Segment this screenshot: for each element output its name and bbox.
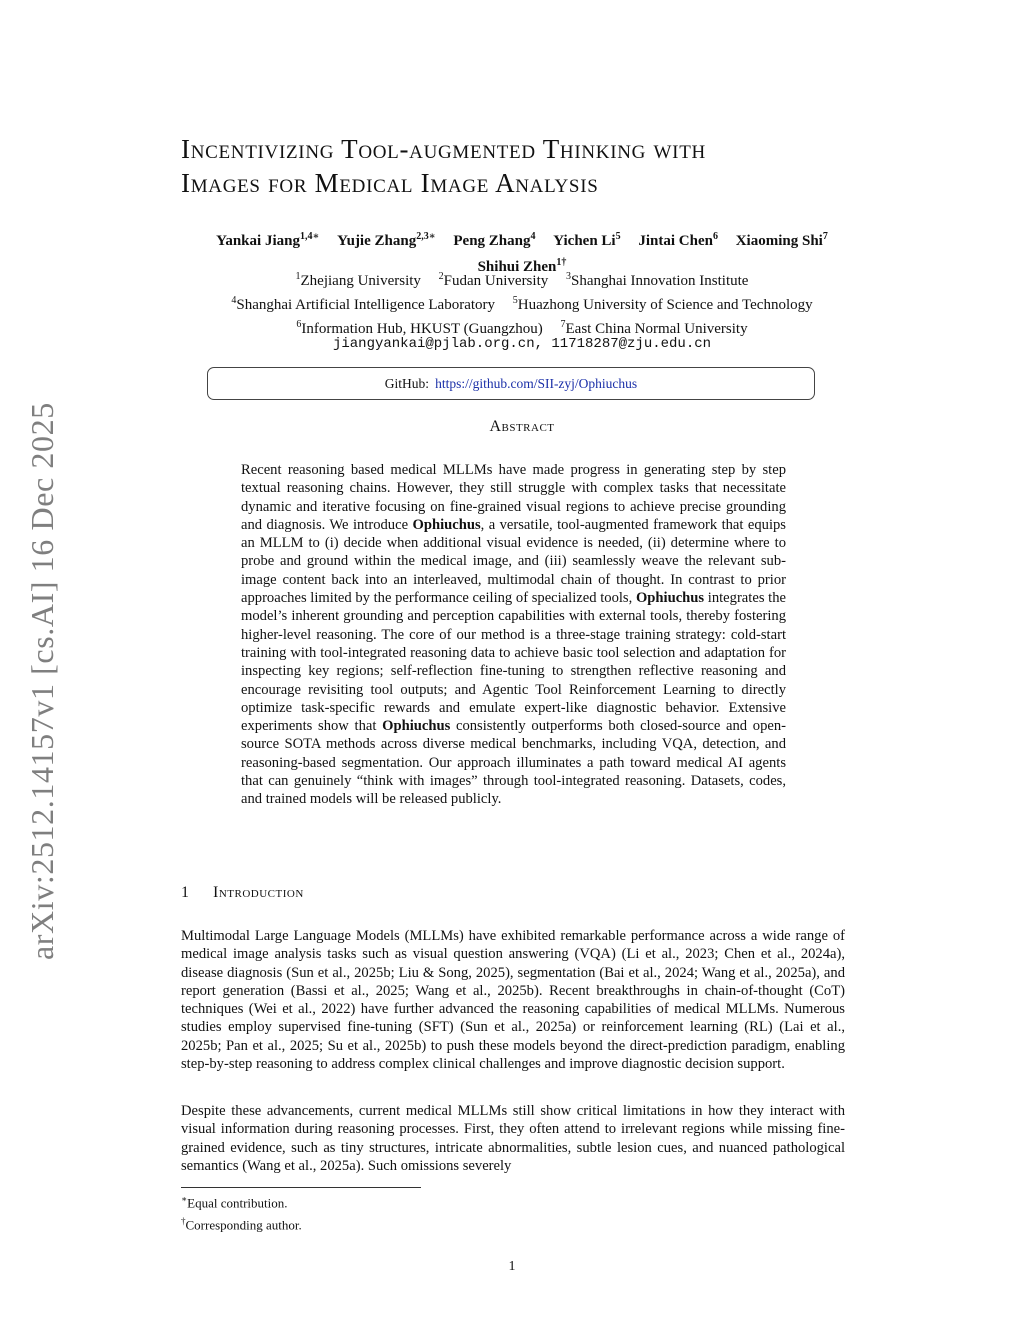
affiliation: $^5$Huazhong University of Science and Technology (512, 295, 813, 313)
footnote-divider (181, 1187, 421, 1188)
abstract-body (241, 461, 786, 809)
abstract-method-name: Ophiuchus (635, 590, 705, 607)
author-emails: jiangyankai@pjlab.org.cn, 11718287@zju.edu.cn (332, 336, 712, 352)
abstract-method-name: Ophiuchus (412, 516, 481, 533)
abstract-method-name: Ophiuchus (382, 718, 451, 735)
abstract-text: , a versatile, tool-augmented framework that equips an MLLM to (i) decide when additional visual evidence is needed, (ii) determine where to probe and ground within the medical image, and (iii) seamlessly weave the relevant sub-image content back into an interleaved, multimodal chain of thought. In contrast to prior approaches limited by the performance ceiling of specialized tools, (241, 516, 786, 607)
title-line-1: Incentivizing Tool-augmented Thinking with (181, 134, 706, 164)
body-paragraph: Multimodal Large Language Models (MLLMs) have exhibited remarkable performance across a wide range of medical image analysis tasks such as visual question answering (VQA) (Li et al., 2023; Chen et al., 2024a), disease diagnosis (Sun et al., 2025b; Liu & Song, 2025), segmentation (Bai et al., 2024; Wang et al., 2025a), and report generation (Bassi et al., 2025; Wang et al., 2025b). Recent breakthroughs in chain-of-thought (CoT) techniques (Wei et al., 2022) have further advanced the reasoning capabilities of medical MLLMs. Numerous studies employ supervised fine-tuning (SFT) (Sun et al., 2025a) or reinforcement learning (RL) (Lai et al., 2025b; Pan et al., 2025; Su et al., 2025b) to push these models beyond the direct-prediction paradigm, enabling step-by-step reasoning to address complex clinical challenges and improve diagnostic decision support. (181, 928, 845, 1073)
paper-title (181, 132, 881, 200)
author: Shihui Zhen$^{1\dagger}$ (477, 257, 567, 275)
section-title: Introduction (213, 884, 304, 901)
github-link[interactable]: https://github.com/SII-zyj/Ophiuchus (435, 376, 638, 391)
abstract-text: consistently outperforms both closed-source and open-source SOTA methods across diverse medical benchmarks, including VQA, detection, and reasoning-based segmentation. Our approach illuminates a path toward medical AI agents that can genuinely “think with images” through tool-integrated reasoning. Datasets, codes, and trained models will be released publicly. (241, 718, 786, 808)
section-number: 1 (181, 884, 190, 901)
footnote: ∗Equal contribution. (181, 1194, 288, 1211)
affiliation: $^1$Zhejiang University (295, 271, 421, 289)
author: Yujie Zhang$^{2,3∗}$ (337, 231, 436, 249)
section-heading (181, 884, 304, 902)
abstract-heading: Abstract (489, 418, 555, 435)
title-line-2: Images for Medical Image Analysis (181, 168, 599, 198)
affiliation: $^2$Fudan University (438, 271, 549, 289)
author: Yichen Li$^5$ (553, 231, 621, 249)
footnote: †Corresponding author. (181, 1216, 302, 1233)
affiliation: $^7$East China Normal University (560, 319, 748, 337)
affiliation: $^3$Shanghai Innovation Institute (565, 271, 749, 289)
author: Peng Zhang$^4$ (453, 231, 536, 249)
page-number: 1 (508, 1259, 516, 1274)
arxiv-identifier-stamp (24, 378, 64, 968)
github-label: GitHub: (384, 376, 430, 391)
footnotes (181, 1190, 302, 1235)
affiliation: $^6$Information Hub, HKUST (Guangzhou) (296, 319, 543, 337)
github-box (207, 367, 815, 400)
author: Jintai Chen$^6$ (638, 231, 718, 249)
body-paragraph: Despite these advancements, current medical MLLMs still show critical limitations in how they interact with visual information during reasoning processes. First, they often attend to irrelevant regions while missing fine-grained evidence, such as tiny structures, intricate abnormalities, subtle lesion cues, and nuanced pathological semantics (Wang et al., 2025a). Such omissions severely (181, 1103, 845, 1174)
affiliation-list (181, 267, 863, 339)
author: Xiaoming Shi$^7$ (735, 231, 828, 249)
arxiv-identifier-text: arXiv:2512.14157v1 [cs.AI] 16 Dec 2025 (24, 402, 60, 960)
abstract-text: integrates the model’s inherent grounding and perception capabilities with external tools, thereby fostering higher-level reasoning. The core of our method is a three-stage training strategy: cold-start training with tool-integrated reasoning data to achieve basic tool selection and adaptation for inspecting key regions; self-reflection fine-tuning to strengthen reflective reasoning and encourage revisiting tool outputs; and Agentic Tool Reinforcement Learning to directly optimize task-specific rewards and emulate expert-like diagnostic behavior. Extensive experiments show that (241, 590, 786, 735)
affiliation: $^4$Shanghai Artificial Intelligence Laboratory (231, 295, 496, 313)
author: Yankai Jiang$^{1,4∗}$ (216, 231, 320, 249)
abstract-text: Recent reasoning based medical MLLMs have made progress in generating step by step textual reasoning chains. However, they still struggle with complex tasks that necessitate dynamic and iterative focusing on fine-grained visual regions to achieve precise grounding and diagnosis. We introduce (241, 462, 786, 533)
